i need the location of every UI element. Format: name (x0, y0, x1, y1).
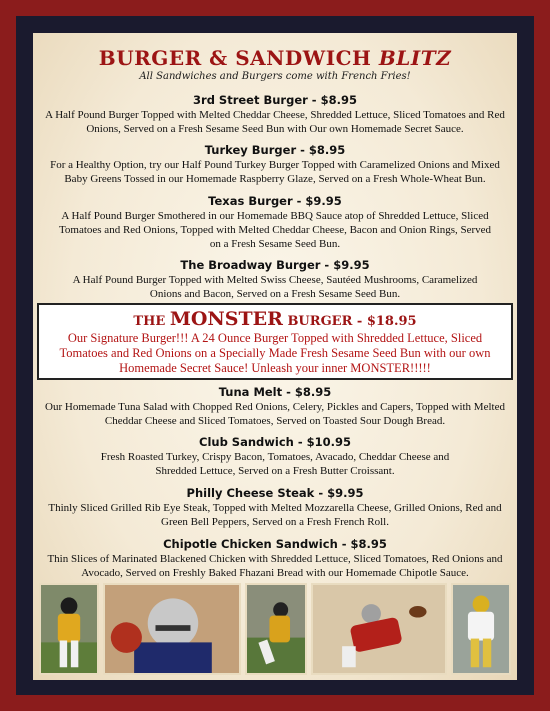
item-name: The Broadway Burger - $9.95 (180, 258, 370, 272)
football-player-photo (245, 583, 307, 675)
menu-item-turkey-burger (39, 143, 511, 186)
monster-big: MONSTER (169, 308, 283, 330)
football-player-photo (311, 583, 447, 675)
item-name: Texas Burger - $9.95 (208, 194, 342, 208)
item-name: Turkey Burger - $8.95 (204, 143, 346, 157)
menu-item-tuna-melt (39, 385, 511, 428)
item-desc: A Half Pound Burger Topped with Melted Cheddar Cheese, Shredded Lettuce, Sliced Tomatoes and Red Onions, Served on a Fresh Sesame Seed Bun with Our own Homemade Secret Sauce. (45, 109, 505, 135)
menu-subtitle: All Sandwiches and Burgers come with French Fries! (139, 71, 411, 82)
item-name: 3rd Street Burger - $8.95 (193, 93, 357, 107)
menu-item-chipotle-chicken-sandwich (39, 537, 511, 580)
item-name: Tuna Melt - $8.95 (218, 385, 332, 399)
item-desc: For a Healthy Option, try our Half Pound Turkey Burger Topped with Caramelized Onions and Mixed Baby Greens Tossed in our Homemade Raspberry Glaze, Served on a Fresh Whole-Wheat Bun. (50, 159, 500, 185)
item-name: Chipotle Chicken Sandwich - $8.95 (163, 537, 387, 551)
item-name: Club Sandwich - $10.95 (199, 435, 351, 449)
item-desc: Our Homemade Tuna Salad with Chopped Red Onions, Celery, Pickles and Capers, Topped with Melted Cheddar Cheese and Sliced Tomatoes, Served on Toasted Sour Dough Bread. (45, 401, 505, 427)
item-desc: Thin Slices of Marinated Blackened Chicken with Shredded Lettuce, Sliced Tomatoes, Red Onions and Avocado, Served on Freshly Baked Fhazani Bread with our Homemade Chipotle Sauce. (47, 553, 503, 579)
item-desc: Thinly Sliced Grilled Rib Eye Steak, Topped with Melted Mozzarella Cheese, Grilled Onions, Red and Green Bell Peppers, Served on a Fresh French Roll. (48, 502, 502, 528)
item-name: Philly Cheese Steak - $9.95 (186, 486, 364, 500)
menu-item-club-sandwich (39, 435, 511, 478)
monster-burger-desc: Our Signature Burger!!! A 24 Ounce Burger Topped with Shredded Lettuce, Sliced Tomatoes and Red Onions on a Specially Made Fresh Sesame Seed Bun with our own Homemade Secret Sauce! Unleash your inner MONSTER!!!!! (59, 331, 491, 375)
item-desc: A Half Pound Burger Topped with Melted Swiss Cheese, Sautéed Mushrooms, Caramelized Onions and Bacon, Served on a Fresh Sesame Seed Bun. (72, 274, 478, 300)
menu-item-3rd-street-burger (39, 93, 511, 136)
football-player-photo (39, 583, 99, 675)
menu-item-philly-cheese-steak (39, 486, 511, 529)
menu-page (33, 33, 517, 680)
item-desc: A Half Pound Burger Smothered in our Homemade BBQ Sauce atop of Shredded Lettuce, Sliced Tomatoes and Red Onions, Topped with Melted Cheddar Cheese, Bacon and Onion Rings, Served on a Fresh Sesame Seed Bun. (58, 210, 492, 250)
menu-title-main: BURGER & SANDWICH (98, 46, 372, 70)
photo-strip (33, 583, 517, 680)
item-desc: Fresh Roasted Turkey, Crispy Bacon, Tomatoes, Avacado, Cheddar Cheese and Shredded Lettuce, Served on a Fresh Butter Croissant. (100, 451, 450, 477)
monster-suffix: BURGER - $18.95 (287, 314, 417, 329)
menu-item-texas-burger (39, 194, 511, 251)
football-player-photo (451, 583, 511, 675)
monster-prefix: THE (133, 314, 166, 329)
menu-title (33, 46, 517, 70)
monster-burger-title (39, 308, 511, 330)
menu-title-accent: BLITZ (378, 46, 452, 70)
football-player-photo (103, 583, 241, 675)
monster-burger-box (37, 303, 513, 380)
menu-item-broadway-burger (39, 258, 511, 301)
